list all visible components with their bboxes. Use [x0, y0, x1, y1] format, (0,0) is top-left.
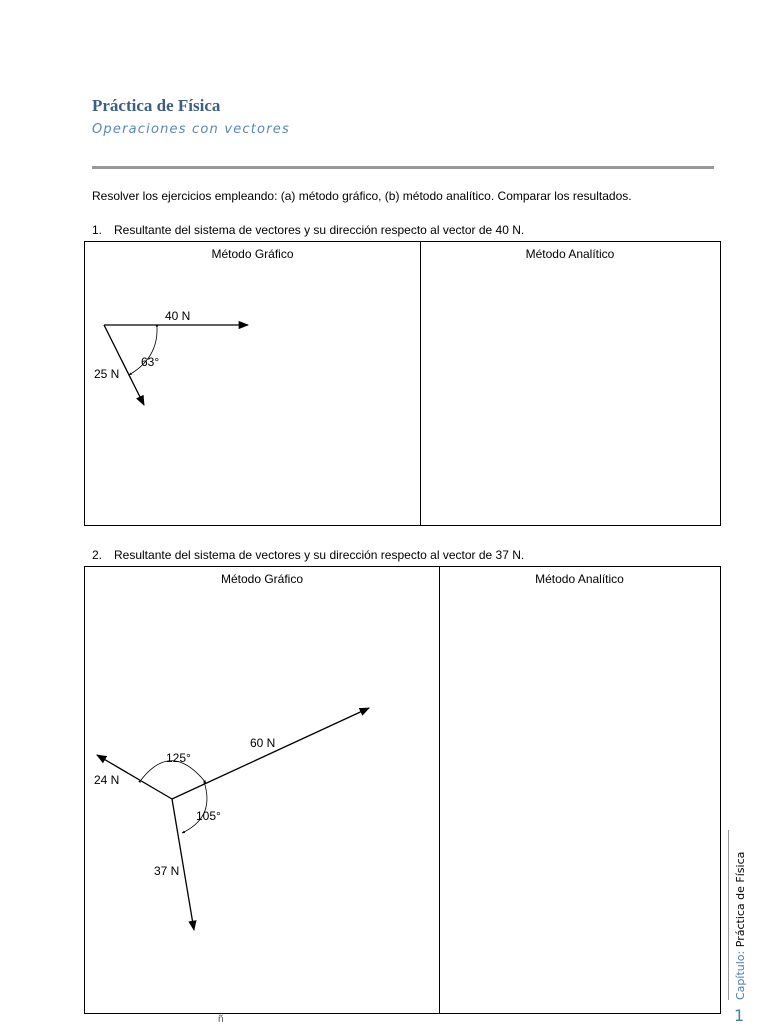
exercise-1-text: Resultante del sistema de vectores y su dirección respecto al vector de 40 N.	[114, 223, 525, 237]
exercise-2-text: Resultante del sistema de vectores y su dirección respecto al vector de 37 N.	[114, 548, 525, 562]
vector-24n-label: 24 N	[94, 773, 120, 787]
footer-fragment: ñ	[218, 1014, 224, 1025]
exercise-1-col-graphic: Método Gráfico	[211, 247, 294, 261]
sidebar-chapter-name: Práctica de Física	[734, 851, 747, 948]
angle-63-label: 63°	[141, 355, 160, 369]
vector-60n-arrow	[172, 708, 369, 799]
exercise-2-number: 2.	[92, 548, 103, 562]
instructions: Resolver los ejercicios empleando: (a) método gráfico, (b) método analítico. Comparar los resultados.	[92, 189, 632, 203]
vector-40n-label: 40 N	[165, 309, 191, 323]
angle-125-label: 125°	[166, 751, 191, 765]
exercise-2-col-graphic: Método Gráfico	[220, 572, 304, 586]
exercise-1-col-analytic: Método Analítico	[525, 247, 615, 261]
exercise-2-col-analytic: Método Analítico	[535, 572, 624, 586]
page-number: 1	[734, 1006, 745, 1025]
vector-60n-label: 60 N	[250, 736, 276, 750]
sidebar-chapter	[734, 852, 747, 1000]
page-subtitle: Operaciones con vectores	[92, 122, 290, 137]
angle-105-label: 105°	[196, 809, 221, 823]
sidebar-chapter-label: Capítulo:	[734, 950, 747, 1000]
exercise-1-number: 1.	[92, 223, 103, 237]
page-title: Práctica de Física	[92, 96, 221, 115]
vector-25n-label: 25 N	[94, 367, 120, 381]
vector-37n-label: 37 N	[154, 864, 180, 878]
